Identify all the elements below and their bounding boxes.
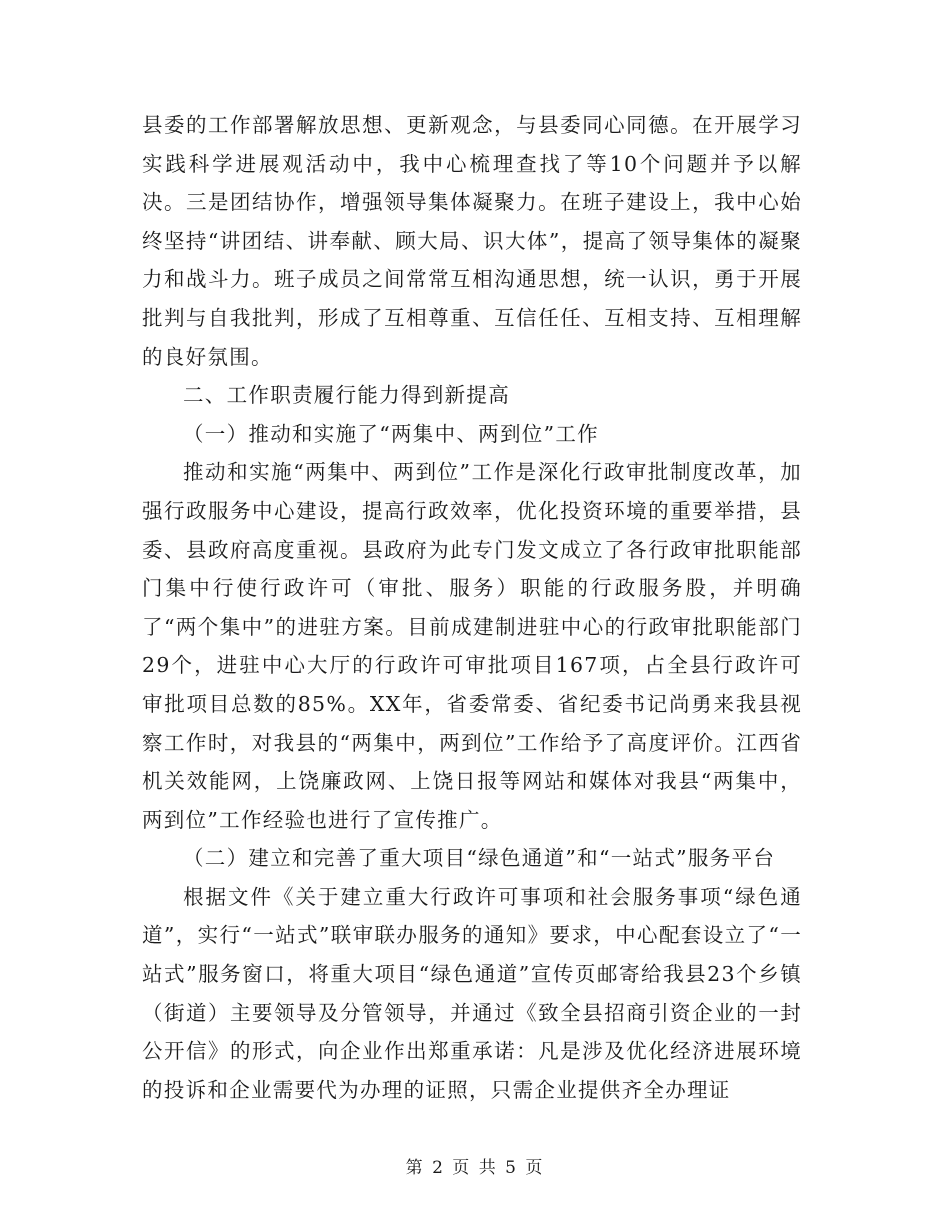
subsection-heading-2: （二）建立和完善了重大项目“绿色通道”和“一站式”服务平台 xyxy=(183,846,776,871)
page-number-footer: 第 2 页 共 5 页 xyxy=(405,1158,545,1178)
paragraph-two-concentrations: 推动和实施“两集中、两到位”工作是深化行政审批制度改革，加强行政服务中心建设，提高行政效率，优化投资环境的重要举措，县委、县政府高度重视。县政府为此专门发文成立了各行政审批职能部门集中行使行政许可（审批、服务）职能的行政服务股，并明确了“两个集中”的进驻方案。目前成建制进驻中心的行政审批职能部门29个，进驻中心大厅的行政许可审批项目167项，占全县行政许可审批项目总数的85%。XX年，省委常委、省纪委书记尚勇来我县视察工作时，对我县的“两集中，两到位”工作给予了高度评价。江西省机关效能网，上饶廉政网、上饶日报等网站和媒体对我县“两集中，两到位”工作经验也进行了宣传推广。 xyxy=(142,460,802,832)
paragraph-intro: 县委的工作部署解放思想、更新观念，与县委同心同德。在开展学习实践科学进展观活动中，我中心梳理查找了等10个问题并予以解决。三是团结协作，增强领导集体凝聚力。在班子建设上，我中心始终坚持“讲团结、讲奉献、顾大局、识大体”，提高了领导集体的凝聚力和战斗力。班子成员之间常常互相沟通思想，统一认识，勇于开展批判与自我批判，形成了互相尊重、互信任任、互相支持、互相理解的良好氛围。 xyxy=(142,113,802,369)
document-body xyxy=(142,106,802,1109)
subsection-heading-1: （一）推动和实施了“两集中、两到位”工作 xyxy=(183,421,599,446)
paragraph-green-channel: 根据文件《关于建立重大行政许可事项和社会服务事项“绿色通道”，实行“一站式”联审联办服务的通知》要求，中心配套设立了“一站式”服务窗口，将重大项目“绿色通道”宣传页邮寄给我县23个乡镇（街道）主要领导及分管领导，并通过《致全县招商引资企业的一封公开信》的形式，向企业作出郑重承诺：凡是涉及优化经济进展环境的投诉和企业需要代为办理的证照，只需企业提供齐全办理证 xyxy=(142,884,802,1102)
section-heading-2: 二、工作职责履行能力得到新提高 xyxy=(183,383,510,408)
